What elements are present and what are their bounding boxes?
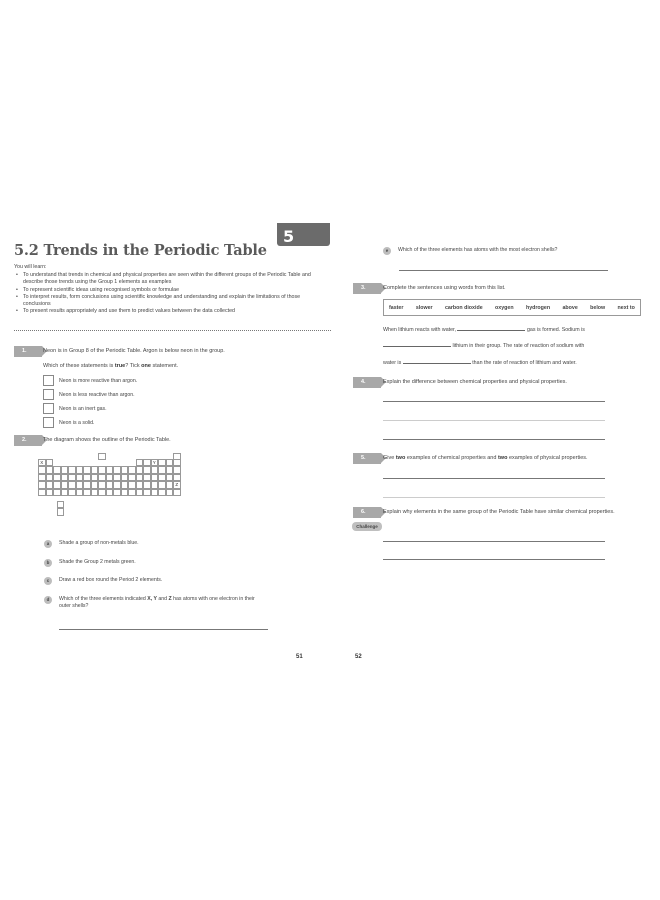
question-number-2: 2. bbox=[14, 435, 42, 446]
answer-line-2e[interactable] bbox=[399, 270, 608, 271]
question-5-text: Give two examples of chemical properties and two examples of physical properties. bbox=[383, 455, 588, 461]
option-checkbox[interactable] bbox=[43, 375, 54, 386]
table-cell[interactable] bbox=[143, 474, 151, 482]
word-item: below bbox=[590, 304, 606, 311]
table-cell[interactable] bbox=[38, 466, 46, 474]
table-cell[interactable] bbox=[136, 459, 144, 467]
question-2-text: The diagram shows the outline of the Periodic Table. bbox=[43, 437, 171, 443]
table-cell[interactable] bbox=[121, 481, 129, 489]
table-cell[interactable] bbox=[46, 474, 54, 482]
part-letter: c bbox=[44, 577, 52, 585]
word-item: next to bbox=[617, 304, 635, 311]
objective-item: • To represent scientific ideas using recognised symbols or formulae bbox=[14, 287, 324, 294]
table-cell[interactable] bbox=[128, 474, 136, 482]
hydrogen-cell[interactable] bbox=[98, 453, 106, 461]
question-1-prompt: Which of these statements is true? Tick one statement. bbox=[43, 363, 179, 369]
table-cell[interactable] bbox=[38, 489, 46, 497]
table-cell[interactable] bbox=[61, 489, 69, 497]
table-cell[interactable] bbox=[136, 474, 144, 482]
table-cell[interactable] bbox=[158, 474, 166, 482]
option-label: Neon is more reactive than argon. bbox=[59, 377, 138, 384]
question-2b: b Shade the Group 2 metals green. bbox=[44, 559, 136, 567]
element-z-cell[interactable]: Z bbox=[173, 481, 181, 489]
table-cell[interactable] bbox=[46, 466, 54, 474]
table-cell[interactable] bbox=[136, 489, 144, 497]
table-cell[interactable] bbox=[98, 481, 106, 489]
table-cell[interactable] bbox=[76, 481, 84, 489]
question-number-5: 5. bbox=[353, 453, 381, 464]
table-cell[interactable] bbox=[53, 489, 61, 497]
word-item: faster bbox=[389, 304, 404, 311]
question-number-3: 3. bbox=[353, 283, 381, 294]
table-cell[interactable] bbox=[128, 466, 136, 474]
question-2d: d Which of the three elements indicated X, Y and Z has atoms with one electron in their outer shells? bbox=[44, 596, 264, 610]
table-cell[interactable] bbox=[173, 474, 181, 482]
table-cell[interactable] bbox=[83, 489, 91, 497]
answer-line[interactable] bbox=[383, 497, 605, 498]
table-cell[interactable] bbox=[53, 474, 61, 482]
table-cell[interactable] bbox=[113, 489, 121, 497]
table-cell[interactable] bbox=[98, 466, 106, 474]
table-cell[interactable] bbox=[166, 481, 174, 489]
table-cell[interactable] bbox=[166, 489, 174, 497]
table-cell[interactable] bbox=[113, 466, 121, 474]
page-number-right: 52 bbox=[355, 654, 362, 660]
table-cell[interactable] bbox=[46, 489, 54, 497]
question-2c: c Draw a red box round the Period 2 elements. bbox=[44, 577, 162, 585]
question-6-text: Explain why elements in the same group of the Periodic Table have similar chemical properties. bbox=[383, 509, 615, 515]
question-1-text: Neon is in Group 8 of the Periodic Table. Argon is below neon in the group. bbox=[43, 348, 225, 354]
table-cell[interactable] bbox=[151, 481, 159, 489]
table-cell[interactable] bbox=[76, 474, 84, 482]
table-cell[interactable] bbox=[121, 474, 129, 482]
table-cell[interactable] bbox=[57, 501, 65, 509]
table-cell[interactable] bbox=[68, 474, 76, 482]
table-cell[interactable] bbox=[57, 508, 65, 516]
word-item: hydrogen bbox=[525, 304, 551, 311]
table-cell[interactable] bbox=[158, 466, 166, 474]
cloze-line-3: water is than the rate of reaction of lithium and water. bbox=[383, 360, 577, 366]
table-cell[interactable] bbox=[53, 466, 61, 474]
word-bank bbox=[383, 299, 641, 316]
table-cell[interactable] bbox=[151, 489, 159, 497]
learning-objectives bbox=[14, 264, 324, 315]
word-item: above bbox=[562, 304, 578, 311]
answer-line[interactable] bbox=[383, 478, 605, 479]
part-letter: d bbox=[44, 596, 52, 604]
blank-field[interactable] bbox=[403, 359, 471, 364]
table-cell[interactable] bbox=[173, 466, 181, 474]
table-cell[interactable] bbox=[76, 489, 84, 497]
question-number-4: 4. bbox=[353, 377, 381, 388]
page-title: 5.2 Trends in the Periodic Table bbox=[14, 242, 267, 259]
dotted-divider bbox=[14, 330, 331, 331]
table-cell[interactable] bbox=[91, 466, 99, 474]
question-4-text: Explain the difference between chemical properties and physical properties. bbox=[383, 379, 567, 385]
table-cell[interactable] bbox=[76, 466, 84, 474]
table-cell[interactable] bbox=[143, 466, 151, 474]
answer-line[interactable] bbox=[383, 559, 605, 560]
table-cell[interactable] bbox=[61, 481, 69, 489]
table-cell[interactable] bbox=[113, 481, 121, 489]
table-cell[interactable] bbox=[158, 481, 166, 489]
table-cell[interactable] bbox=[128, 489, 136, 497]
option-checkbox[interactable] bbox=[43, 403, 54, 414]
table-cell[interactable] bbox=[91, 474, 99, 482]
table-cell[interactable] bbox=[173, 459, 181, 467]
table-cell[interactable] bbox=[38, 474, 46, 482]
table-cell[interactable] bbox=[173, 489, 181, 497]
table-cell[interactable] bbox=[136, 481, 144, 489]
answer-line[interactable] bbox=[383, 401, 605, 402]
table-cell[interactable] bbox=[98, 489, 106, 497]
table-cell[interactable] bbox=[98, 474, 106, 482]
table-cell[interactable] bbox=[121, 489, 129, 497]
question-number-6: 6. bbox=[353, 507, 381, 518]
answer-line[interactable] bbox=[383, 439, 605, 440]
option-checkbox[interactable] bbox=[43, 389, 54, 400]
word-item: oxygen bbox=[495, 304, 514, 311]
part-letter: b bbox=[44, 559, 52, 567]
table-cell[interactable] bbox=[83, 474, 91, 482]
table-cell[interactable] bbox=[158, 489, 166, 497]
option-checkbox[interactable] bbox=[43, 417, 54, 428]
word-item: slower bbox=[415, 304, 433, 311]
answer-line[interactable] bbox=[383, 541, 605, 542]
question-2e: e Which of the three elements has atoms with the most electron shells? bbox=[383, 247, 557, 255]
table-cell[interactable] bbox=[136, 466, 144, 474]
option-row bbox=[43, 375, 137, 386]
table-cell[interactable] bbox=[158, 459, 166, 467]
answer-line-2d[interactable] bbox=[59, 629, 268, 630]
table-cell[interactable] bbox=[91, 481, 99, 489]
word-item: carbon dioxide bbox=[444, 304, 483, 311]
question-3-text: Complete the sentences using words from this list. bbox=[383, 285, 506, 291]
table-cell[interactable] bbox=[61, 466, 69, 474]
table-cell[interactable] bbox=[143, 459, 151, 467]
table-cell[interactable] bbox=[106, 489, 114, 497]
table-cell[interactable] bbox=[68, 489, 76, 497]
option-label: Neon is an inert gas. bbox=[59, 405, 107, 412]
table-cell[interactable] bbox=[121, 466, 129, 474]
table-cell[interactable] bbox=[166, 459, 174, 467]
table-cell[interactable] bbox=[106, 481, 114, 489]
option-row bbox=[43, 403, 107, 414]
table-cell[interactable] bbox=[38, 481, 46, 489]
question-2a: a Shade a group of non-metals blue. bbox=[44, 540, 139, 548]
objective-item: • To understand that trends in chemical and physical properties are seen within the different groups of the Periodic Table and describe those trends using the Group 1 elements as examples bbox=[14, 272, 324, 286]
table-cell[interactable] bbox=[61, 474, 69, 482]
part-letter: e bbox=[383, 247, 391, 255]
blank-field[interactable] bbox=[383, 342, 451, 347]
answer-line[interactable] bbox=[383, 420, 605, 421]
option-row bbox=[43, 417, 94, 428]
table-cell[interactable] bbox=[68, 466, 76, 474]
table-cell[interactable] bbox=[151, 466, 159, 474]
challenge-badge: Challenge bbox=[352, 522, 382, 531]
option-label: Neon is a solid. bbox=[59, 419, 95, 426]
question-number-1: 1. bbox=[14, 346, 42, 357]
table-cell[interactable] bbox=[143, 489, 151, 497]
table-cell[interactable] bbox=[166, 474, 174, 482]
table-cell[interactable] bbox=[106, 466, 114, 474]
table-cell[interactable] bbox=[143, 481, 151, 489]
table-cell[interactable] bbox=[113, 474, 121, 482]
part-letter: a bbox=[44, 540, 52, 548]
element-y-cell[interactable]: Y bbox=[151, 459, 159, 467]
table-cell[interactable] bbox=[46, 481, 54, 489]
chapter-tab: 5 bbox=[277, 223, 330, 246]
table-cell[interactable] bbox=[166, 466, 174, 474]
table-cell[interactable] bbox=[91, 489, 99, 497]
table-cell[interactable] bbox=[46, 459, 54, 467]
option-row bbox=[43, 389, 135, 400]
table-cell[interactable] bbox=[83, 466, 91, 474]
objectives-lead: You will learn: bbox=[14, 264, 47, 270]
cloze-line-1: When lithium reacts with water, gas is formed. Sodium is bbox=[383, 327, 585, 333]
page-number-left: 51 bbox=[296, 654, 303, 660]
objective-item: • To present results appropriately and use them to predict values between the data collected bbox=[14, 308, 324, 315]
table-cell[interactable] bbox=[68, 481, 76, 489]
element-x-cell[interactable]: X bbox=[38, 459, 46, 467]
table-cell[interactable] bbox=[83, 481, 91, 489]
table-cell[interactable] bbox=[151, 474, 159, 482]
table-cell[interactable] bbox=[128, 481, 136, 489]
table-cell[interactable] bbox=[106, 474, 114, 482]
table-cell[interactable] bbox=[53, 481, 61, 489]
objective-item: • To interpret results, form conclusions using scientific knowledge and understanding and explain the limitations of those conclusions bbox=[14, 294, 324, 308]
blank-field[interactable] bbox=[457, 326, 525, 331]
option-label: Neon is less reactive than argon. bbox=[59, 391, 135, 398]
cloze-line-2: lithium in their group. The rate of reaction of sodium with bbox=[383, 342, 584, 349]
